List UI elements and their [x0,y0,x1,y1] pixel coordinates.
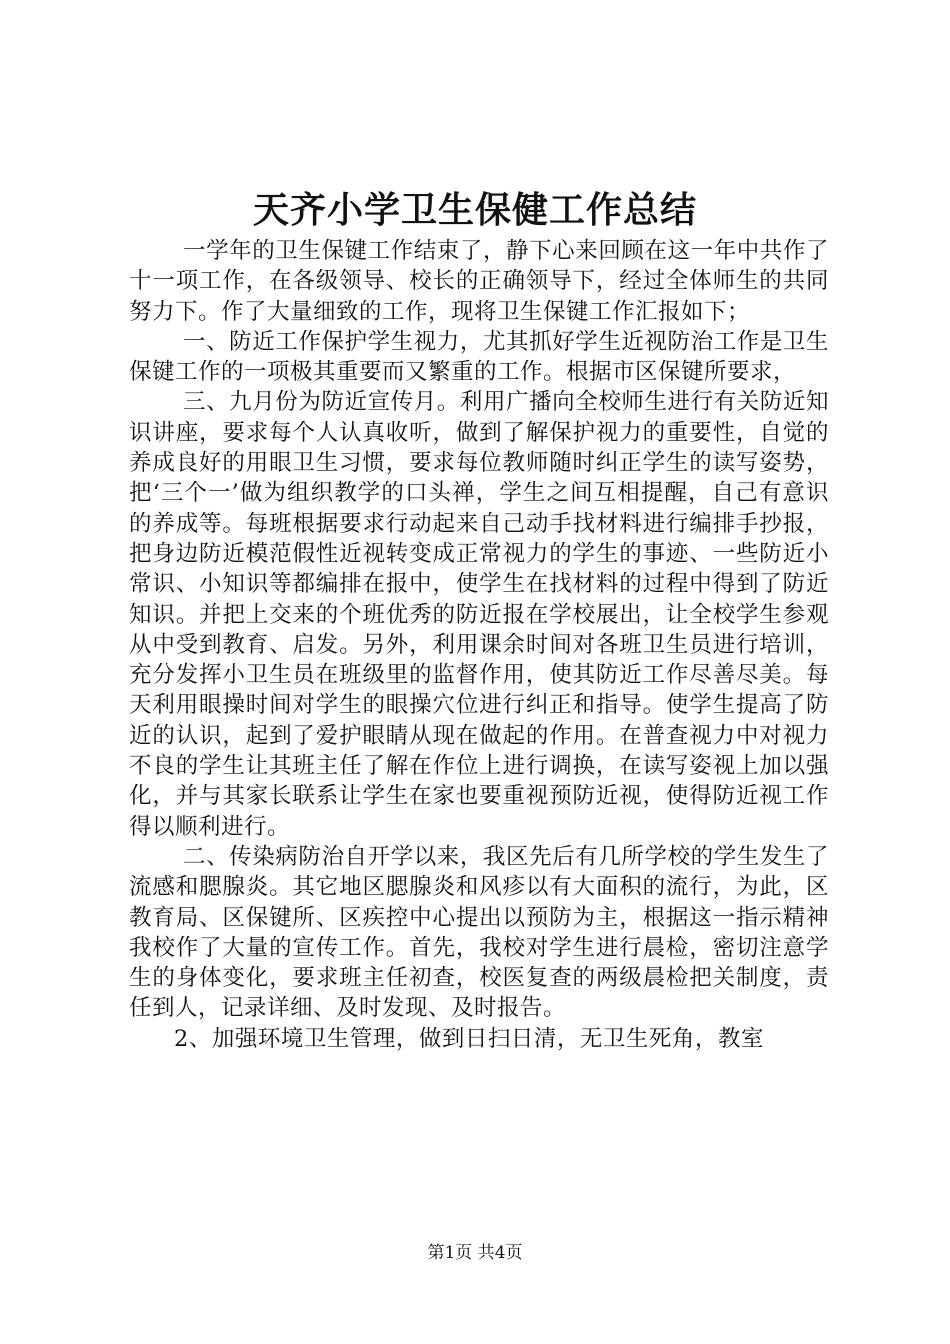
page-footer: 第1页 共4页 [427,1243,523,1263]
paragraph-vision-month: 三、九月份为防近宣传月。利用广播向全校师生进行有关防近知识讲座，要求每个人认真收听，做到了解保护视力的重要性，自觉的养成良好的用眼卫生习惯，要求每位教师随时纠正学生的读写姿势，把‘三个一’做为组织教学的口头禅，学生之间互相提醒，自己有意识的养成等。每班根据要求行动起来自己动手找材料进行编排手抄报，把身边防近模范假性近视转变成正常视力的学生的事迹、一些防近小常识、小知识等都编排在报中，使学生在找材料的过程中得到了防近知识。并把上交来的个班优秀的防近报在学校展出，让全校学生参观从中受到教育、启发。另外，利用课余时间对各班卫生员进行培训，充分发挥小卫生员在班级里的监督作用，使其防近工作尽善尽美。每天利用眼操时间对学生的眼操穴位进行纠正和指导。使学生提高了防近的认识，起到了爱护眼睛从现在做起的作用。在普查视力中对视力不良的学生让其班主任了解在作位上进行调换，在读写姿视上加以强化，并与其家长联系让学生在家也要重视预防近视，使得防近视工作得以顺利进行。 [129,389,829,840]
paragraph-disease-prevention: 二、传染病防治自开学以来，我区先后有几所学校的学生发生了流感和腮腺炎。其它地区腮腺炎和风疹以有大面积的流行，为此，区教育局、区保键所、区疾控中心提出以预防为主，根据这一指示精神我校作了大量的宣传工作。首先，我校对学生进行晨检，密切注意学生的身体变化，要求班主任初查，校医复查的两级晨检把关制度，责任到人，记录详细、及时发现、及时报告。 [129,843,829,1022]
paragraph-intro: 一学年的卫生保键工作结束了，静下心来回顾在这一年中共作了十一项工作，在各级领导、校长的正确领导下，经过全体师生的共同努力下。作了大量细致的工作，现将卫生保键工作汇报如下； [129,238,829,325]
paragraph-vision-protection: 一、防近工作保护学生视力，尤其抓好学生近视防治工作是卫生保键工作的一项极其重要而又繁重的工作。根据市区保键所要求， [129,328,829,386]
paragraph-environment: 2、加强环境卫生管理，做到日扫日清，无卫生死角，教室 [174,1025,764,1052]
document-body [129,236,829,1054]
document-title: 天齐小学卫生保健工作总结 [252,189,697,231]
